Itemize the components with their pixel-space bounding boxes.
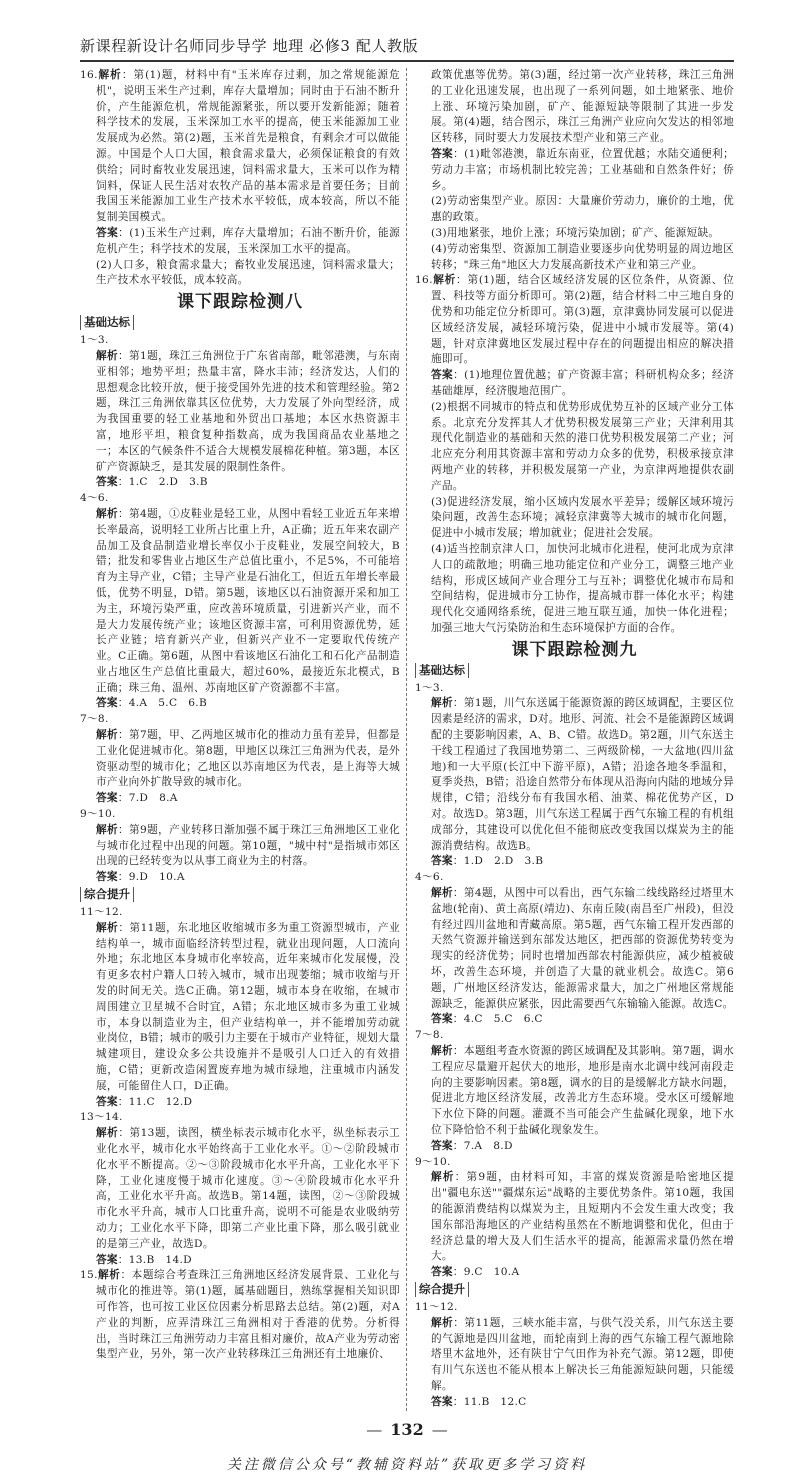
paragraph-label: 答案 [96,871,118,884]
paragraph-text: ：9.D 10.A [117,871,185,884]
question-range: 13～14. [80,1111,123,1124]
answer-paragraph [80,1095,400,1111]
paragraph-label: 答案 [96,1095,118,1108]
paragraph-text: ：第(1)题，结合区域经济发展的区位条件，从资源、位置、科技等方面分析即可。第(2)题，结合材料二中三地自身的优势和功能定位分析即可。第(3)题，京津冀协同发展可以促进区域经济发展，减轻环境污染，促进中小城市发展等。第(4)题，针对京津冀地区发展过程中存在的问题提出相应的解决措施即可。 [431,274,734,366]
paragraph-text: (2)劳动密集型产业。原因：大量廉价劳动力，廉价的土地，优惠的政策。 [431,195,734,224]
paragraph-text: ：第1题，珠江三角洲位于广东省南部，毗邻港澳，与东南亚相邻；地势平坦；热量丰富，降水丰沛；经济发达，人们的思想观念比较开放，便于接受国外先进的技术和管理经验。第2题，珠江三角洲依靠其区位优势，大力发展了外向型经济，成为我国重要的轻工业基地和外贸出口基地；本区水热资源丰富，地形平坦，粮食复种指数高，成为我国商品农业基地之一；本区的气候条件不适合大规模发展棉花种植。第3题，本区矿产资源缺乏，是其发展的限制性条件。 [96,349,400,473]
answer-paragraph [80,791,400,807]
answer-paragraph [415,1012,734,1028]
subsection-heading-row [415,663,734,680]
paragraph-text: ：1.D 2.D 3.B [452,855,544,868]
paragraph-label: 解析 [431,887,453,900]
text-paragraph [415,542,734,637]
page-header [80,36,734,62]
answer-paragraph [80,696,400,712]
paragraph-text: ：本题综合考查珠江三角洲地区经济发展背景、工业化与城市化的推进等。第(1)题，属基础题目，熟练掌握相关知识即可作答，也可按工业区位因素分析思路去总结。第(2)题，对A产业的判断，应弄清珠江三角洲相对于香港的优势。分析得出，当时珠江三角洲劳动力丰富且相对廉价，故A产业为劳动密集型产业，另外，第一次产业转移珠江三角洲还有土地廉价、 [96,1269,401,1361]
paragraph-text: ：(1)毗邻港澳，靠近东南亚，位置优越；水陆交通便利；劳动力丰富；市场机制比较完善；工业基础和自然条件好；侨乡。 [431,147,734,192]
paragraph-label: 解析 [96,823,118,836]
paragraph-label: 解析 [96,507,118,520]
paragraph-label: 解析 [97,69,122,81]
answer-paragraph [80,1253,400,1269]
analysis-paragraph [80,728,400,791]
analysis-paragraph [80,823,400,870]
paragraph-text: ：1.C 2.D 3.B [117,476,208,489]
paragraph-text: ：9.C 10.A [452,1266,520,1279]
paragraph-label: 解析 [96,921,119,934]
answer-paragraph [80,475,400,491]
answer-paragraph [415,147,734,194]
question-range: 7～8. [80,713,109,726]
paragraph-text: ：第9题，产业转移日渐加强不属于珠江三角洲地区工业化与城市化过程中出现的问题。第10题，"城中村"是指城市郊区出现的已经转变为以从事工商业为主的村落。 [96,823,400,868]
answer-paragraph [415,1139,734,1155]
question-range: 4～6. [415,871,444,884]
analysis-paragraph [80,921,400,1095]
question-range: 4～6. [80,492,109,505]
page-number-dash-left: — [366,1419,383,1439]
paragraph-label: 答案 [431,1013,453,1026]
paragraph-text: ：第11题，三峡水能丰富，与供气没关系，川气东送主要的气源地是四川盆地，而轮南到上海的西气东输工程气源地除塔里木盆地外，还有陕甘宁气田作为补充气源。第12题，即使有川气东送也不能从根本上解决长三角能源短缺问题，只能缓解。 [431,1316,734,1392]
question-number: 16. [415,274,433,287]
answer-paragraph [80,870,400,886]
analysis-paragraph [80,1268,400,1363]
analysis-paragraph [415,1170,734,1265]
answer-paragraph [415,1265,734,1281]
paragraph-label: 解析 [431,1045,453,1058]
analysis-paragraph [80,349,400,475]
text-paragraph [415,226,734,242]
page-number-value: 132 [390,1419,424,1439]
paragraph-label: 答案 [431,369,454,382]
question-range: 1～3. [80,334,109,347]
analysis-paragraph [415,696,734,854]
paragraph-text: ：第(1)题，材料中有"玉米库存过剩，加之常规能源危机"，说明玉米生产过剩，库存大量增加；同时由于石油不断升价，产生能源危机，常规能源紧张，所以要开发新能源；随着科学技术的发展，玉米深加工水平的提高，使玉米能源加工业发展成为必然。第(2)题，玉米首先是粮食，有剩余才可以做能源。中国是个人口大国，粮食需求量大，必须保证粮食的有效供给；同时畜牧业发展迅速，饲料需求量大，玉米可以作为精饲料，保证人民生活对农牧产品的基本需求是首要任务；目前我国玉米能源加工业生产技术水平较低，成本较高，所以不能复制美国模式。 [96,69,400,224]
subsection-heading: 基础达标 [415,663,469,678]
text-paragraph [415,68,734,147]
paragraph-text: ：第4题，从图中可以看出，西气东输二线线路经过塔里木盆地(轮南)、黄土高原(靖边)、东南丘陵(南昌至广州段)，但没有经过四川盆地和青藏高原。第5题，西气东输工程开发西部的天然气资源并输送到东部发达地区，把西部的资源优势转变为现实的经济优势；同时也增加西部农村能源供应，减少植被破坏，改善生态环境，并创造了大量的就业机会。故选C。第6题，广州地区经济发达，能源需求量大，加之广州地区常规能源缺乏，能源供应紧张，因此需要西气东输输入能源。故选C。 [431,887,734,1010]
paragraph-text: (3)用地紧张，地价上涨；环境污染加剧；矿产、能源短缺。 [431,226,720,239]
paragraph-label: 答案 [96,476,118,489]
paragraph-text: ：第1题，川气东送属于能源资源的跨区域调配，主要区位因素是经济的需求，D对。地形、河流、社会不是能源跨区域调配的主要影响因素，A、B、C错。故选D。第2题，川气东送主干线工程通过了我国地势第二、三两级阶梯，一大盆地(四川盆地)和一大平原(长江中下游平原)，A错；沿途各地冬季温和，夏季炎热，B错；沿途自然带分布体现从沿海向内陆的地域分异规律，C错；沿线分布有我国水稻、油菜、棉花优势产区，D对。故选D。第3题，川气东送工程属于西气东输工程的有机组成部分，其建设可以优化但不能彻底改变我国以煤炭为主的能源消费结构。故选B。 [431,697,734,852]
subsection-heading: 综合提升 [415,1282,469,1297]
paragraph-text: ：13.B 14.D [117,1253,192,1266]
book-title: 新课程新设计名师同步导学 地理 必修3 配人教版 [80,37,419,55]
paragraph-text: 政策优惠等优势。第(3)题，经过第一次产业转移，珠江三角洲的工业化迅速发展，也出现了一系列问题，如土地紧张、地价上涨、环境污染加剧，矿产、能源短缺等限制了其进一步发展。第(4)题，结合图示，珠江三角洲产业应向欠发达的相邻地区转移，同时要大力发展技术型产业和第三产业。 [431,69,734,145]
subsection-heading-row [80,887,400,904]
question-range: 1～3. [415,681,444,694]
question-range: 9～10. [80,808,116,821]
paragraph-text: ：第7题，甲、乙两地区城市化的推动力虽有差异，但都是工业化促进城市化。第8题，甲地区以珠江三角洲为代表，是外资驱动型的城市化；乙地区以苏南地区为代表，是上海等大城市产业向外扩散导致的城市化。 [96,729,400,789]
paragraph-label: 解析 [96,349,118,362]
paragraph-text: ：本题组考查水资源的跨区域调配及其影响。第7题，调水工程应尽量避开起伏大的地形，地形是南水北调中线河南段走向的主要影响因素。第8题，调水的目的是缓解北方缺水问题，促进北方地区经济发展，改善北方生态环境。受水区可缓解地下水位下降的问题。灌溉不当可能会产生盐碱化现象，地下水位下降恰恰不利于盐碱化现象发生。 [431,1045,734,1136]
two-column-body [80,68,734,1411]
paragraph-text: ：11.B 12.C [452,1395,527,1408]
analysis-paragraph [415,273,734,368]
subsection-heading-row [415,1282,734,1299]
paragraph-text: ：7.A 8.D [452,1139,513,1152]
question-number: 15. [80,1269,98,1282]
footer-handwritten-note: 关注微信公众号“教辅资料站”获取更多学习资料 [226,1456,588,1473]
answer-paragraph [80,226,400,258]
paragraph-label: 解析 [431,1316,454,1329]
paragraph-text: ：4.A 5.C 6.B [117,697,208,710]
paragraph-text: ：第11题，东北地区收缩城市多为重工资源型城市，产业结构单一，城市面临经济转型过程，就业出现问题，人口流向外地；东北地区本身城市化率较高，近年来城市化发展慢，没有更多农村户籍人口转入城市，城市出现萎缩；城市收缩与开发的时间无关。选C正确。第12题，城市本身在收缩，在城市周围建立卫星城不合时宜，A错；东北地区城市多为重工业城市，本身以制造业为主，但产业结构单一，并不能增加劳动就业岗位，B错；城市的吸引力主要在于城市产业特征，规划大量城建项目，建设众多公共设施并不是吸引人口迁入的有效措施，C错；更新改造闲置废弃地为城市绿地，注重城市内涵发展，可能留住人口，D正确。 [96,921,400,1092]
analysis-paragraph [415,1316,734,1395]
paragraph-text: ：(1)地理位置优越；矿产资源丰富；科研机构众多；经济基础雄厚，经济腹地范围广。 [431,369,734,397]
paragraph-label: 解析 [431,1171,455,1184]
question-number: 16. [80,69,98,81]
question-range: 11～12. [80,906,123,919]
paragraph-label: 答案 [431,1139,453,1152]
paragraph-label: 答案 [431,147,454,160]
question-range: 9～10. [415,1155,451,1168]
text-paragraph [415,242,734,274]
paragraph-label: 答案 [431,1266,453,1279]
question-range: 11～12. [415,1300,458,1313]
paragraph-label: 答案 [96,792,118,805]
section-title: 课下跟踪检测八 [177,292,303,313]
left-column [80,68,406,1411]
answer-paragraph [415,368,734,400]
paragraph-label: 解析 [432,274,457,287]
subsection-heading: 基础达标 [80,315,134,330]
analysis-paragraph [80,68,400,226]
page-number-dash-right: — [431,1419,448,1439]
section-title: 课下跟踪检测九 [511,639,638,660]
paragraph-text: (3)促进经济发展，缩小区域内发展水平差异；缓解区域环境污染问题，改善生态环境；减轻京津冀等大城市的城市化问题，促进中小城市发展；增加就业；促进社会发展。 [431,495,734,540]
page-number [80,1419,734,1441]
text-paragraph [415,194,734,226]
paragraph-text: ：第13题，读图，横坐标表示城市化水平，纵坐标表示工业化水平，城市化水平始终高于工业化水平。①～②阶段城市化水平不断提高。②～③阶段城市化水平升高，工业化水平下降，工业化速度慢于城市化速度。③～④阶段城市化水平升高，工业化水平升高。故选B。第14题，读图，②～③阶段城市化水平升高，城市人口比重升高，说明不可能是农业吸纳劳动力；工业化水平下降，即第二产业比重下降，那么吸引就业的是第三产业，故选D。 [96,1127,400,1250]
right-column [406,68,734,1411]
answer-paragraph [415,854,734,870]
paragraph-label: 答案 [96,226,119,239]
text-paragraph [415,495,734,542]
analysis-paragraph [80,507,400,697]
paragraph-text: (2)根据不同城市的特点和优势形成优势互补的区域产业分工体系。北京充分发挥其人才优势积极发展第三产业；天津利用其现代化制造业的基础和天然的港口优势积极发展第二产业；河北应充分利用其资源丰富和劳动力众多的优势，积极承接京津两地产业的转移，并积极发展第一产业，为京津两地提供农副产品。 [431,400,734,492]
paragraph-text: (4)适当控制京津人口，加快河北城市化进程，使河北成为京津人口的疏散地；明确三地功能定位和产业分工，调整三地产业结构，形成区域间产业合理分工与互补；调整优化城市布局和空间结构，促进城市分工协作，提高城市群一体化水平；构建现代化交通网络系统，促进三地互联互通，加快一体化进程；加强三地大气污染防治和生态环境保护方面的合作。 [431,542,734,634]
analysis-paragraph [80,1126,400,1252]
subsection-heading-row [80,315,400,332]
paragraph-label: 解析 [96,1127,119,1140]
question-range: 7～8. [415,1029,444,1042]
paragraph-text: (2)人口多，粮食需求量大；畜牧业发展迅速，饲料需求量大；生产技术水平较低，成本较高。 [96,258,400,287]
paragraph-label: 解析 [431,697,453,710]
analysis-paragraph [415,1044,734,1139]
paragraph-text: (4)劳动密集型、资源加工制造业要逐步向优势明显的周边地区转移；"珠三角"地区大力发展高新技术产业和第三产业。 [431,242,734,271]
paragraph-text: ：4.C 5.C 6.C [452,1013,543,1026]
paragraph-text: ：11.C 12.D [117,1095,193,1108]
page [80,0,734,1479]
paragraph-label: 答案 [96,1253,118,1266]
paragraph-text: ：(1)玉米生产过剩，库存大量增加；石油不断升价，能源危机产生；科学技术的发展，玉米深加工水平的提高。 [96,226,400,255]
text-paragraph [80,258,400,290]
paragraph-label: 答案 [431,1395,453,1408]
paragraph-label: 解析 [96,729,118,742]
paragraph-text: ：7.D 8.A [117,792,178,805]
subsection-heading: 综合提升 [80,887,134,902]
paragraph-label: 答案 [96,697,118,710]
answer-paragraph [415,1395,734,1411]
paragraph-text: ：第9题，由材料可知，丰富的煤炭资源是哈密地区提出"疆电东送""疆煤东运"战略的主要优势条件。第10题，我国的能源消费结构以煤炭为主，且短期内不会发生重大改变；我国东部沿海地区的产业结构虽然在不断地调整和优化，但由于经济总量的增大及人们生活水平的提高，能源需求量仍然在增大。 [431,1171,734,1263]
paragraph-label: 解析 [97,1269,121,1282]
paragraph-label: 答案 [431,855,453,868]
analysis-paragraph [415,886,734,1012]
text-paragraph [415,400,734,495]
paragraph-text: ：第4题，①皮鞋业是轻工业，从图中看轻工业近五年来增长率最高，说明轻工业所占比重上升，A正确；近五年来农副产品加工及食品制造业增长率仅小于皮鞋业，发展空间较大，B错；批发和零售业占地区生产总值比重小，不足5%，不可能培育为主导产业，C错；主导产业是石油化工，但近五年增长率最低，优势不明显，D错。第5题，该地区以石油资源开采和加工为主，环境污染严重，应改善环境质量，引进新兴产业，而不是大力发展传统产业；该地区资源丰富，可利用资源优势，延长产业链；培育新兴产业，但新兴产业不一定要取代传统产业。C正确。第6题，从图中看该地区石油化工和石化产品制造业占地区生产总值比重最大，超过60%，最接近东北模式，B正确；珠三角、温州、苏南地区矿产资源都不丰富。 [96,507,400,694]
